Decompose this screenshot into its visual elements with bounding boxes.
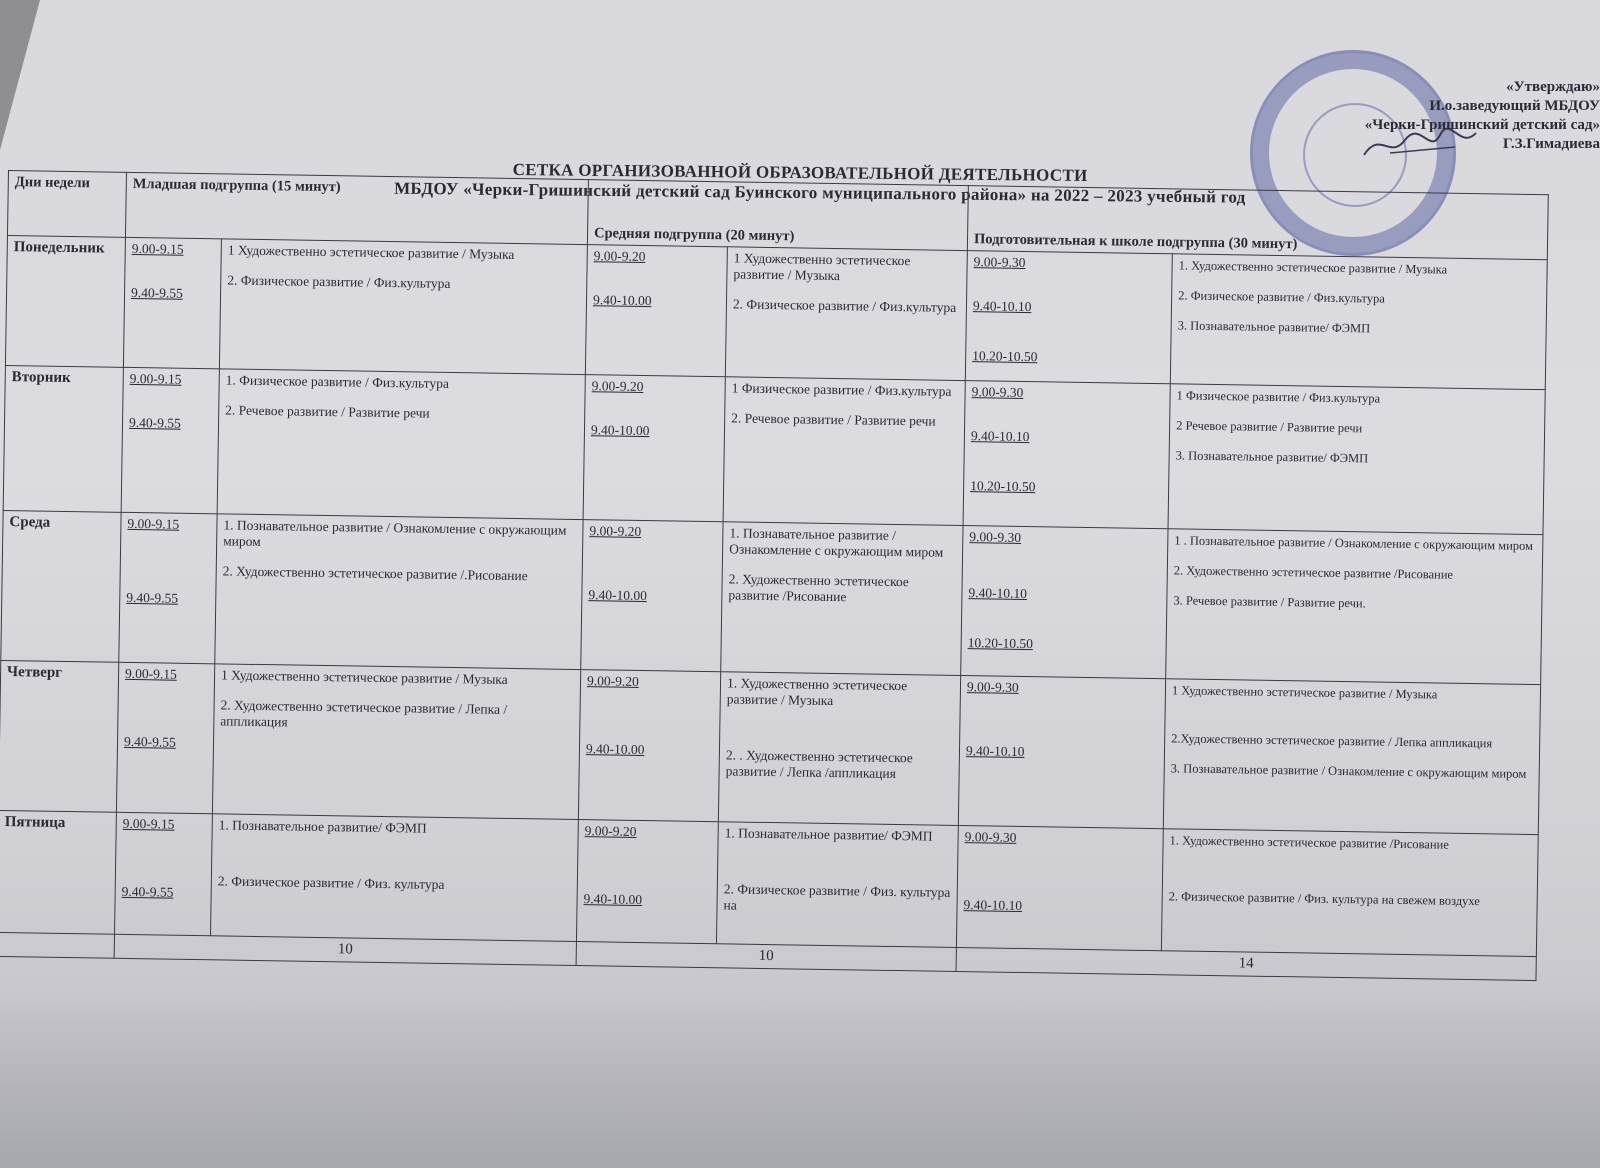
approval-line-2: И.о.заведующий МБДОУ	[1429, 98, 1600, 114]
day-label: Понедельник	[5, 235, 125, 367]
total-junior: 10	[114, 934, 576, 965]
middle-times: 9.00-9.20 9.40-10.00	[583, 375, 725, 522]
senior-activities: 1 . Познавательное развитие / Ознакомление с окружающим миром 2. Художественно эстетическое развитие /Рисование 3. Речевое развитие / Развитие речи.	[1166, 529, 1543, 685]
day-label: Вторник	[3, 365, 123, 512]
header-junior: Младшая подгруппа (15 минут)	[125, 172, 588, 244]
middle-times: 9.00-9.20 9.40-10.00	[576, 820, 718, 944]
day-label: Среда	[1, 510, 121, 662]
title-line-2: МБДОУ «Черки-Гришинский детский сад Буинского муниципального района» на 2022 – 2023 учебный год	[394, 178, 1246, 207]
approval-line-1: «Утверждаю»	[1506, 79, 1600, 95]
senior-activities: 1. Художественно эстетическое развитие / Музыка 2. Физическое развитие / Физ.культура 3. Познавательное развитие/ ФЭМП	[1170, 254, 1547, 390]
junior-activities: 1 Художественно эстетическое развитие / Музыка 2. Художественно эстетическое развитие / Лепка /аппликация	[212, 664, 580, 820]
header-middle: Средняя подгруппа (20 минут)	[587, 180, 968, 251]
approval-line-3: «Черки-Гришинский детский сад»	[1364, 117, 1600, 133]
senior-times: 9.00-9.30 9.40-10.10	[956, 826, 1163, 951]
junior-times: 9.00-9.15 9.40-9.55	[123, 237, 221, 368]
lower-shadow	[0, 990, 1600, 1168]
senior-activities: 1 Художественно эстетическое развитие / Музыка 2.Художественно эстетическое развитие / Лепка аппликация 3. Познавательное развитие / Ознакомление с окружающим миром	[1163, 679, 1540, 835]
title-line-1: СЕТКА ОРГАНИЗОВАННОЙ ОБРАЗОВАТЕЛЬНОЙ ДЕЯТЕЛЬНОСТИ	[512, 159, 1088, 186]
day-label: Пятница	[0, 810, 116, 934]
middle-times: 9.00-9.20 9.40-10.00	[578, 670, 720, 822]
junior-activities: 1. Познавательное развитие / Ознакомление с окружающим миром 2. Художественно эстетическое развитие /.Рисование	[215, 514, 583, 670]
middle-activities: 1. Художественно эстетическое развитие / Музыка 2. . Художественно эстетическое развитие / Лепка /аппликация	[718, 672, 960, 826]
junior-times: 9.00-9.15 9.40-9.55	[115, 812, 213, 935]
approval-line-4: Г.З.Гимадиева	[1503, 136, 1600, 152]
middle-times: 9.00-9.20 9.40-10.00	[581, 520, 723, 672]
totals-empty	[0, 932, 115, 958]
row-thursday	[0, 660, 1541, 834]
junior-activities: 1 Художественно эстетическое развитие / Музыка 2. Физическое развитие / Физ.культура	[219, 239, 587, 375]
row-wednesday	[1, 510, 1543, 684]
header-days: Дни недели	[7, 171, 126, 238]
senior-activities: 1 Физическое развитие / Физ.культура 2 Речевое развитие / Развитие речи 3. Познавательное развитие/ ФЭМП	[1168, 384, 1545, 535]
middle-times: 9.00-9.20 9.40-10.00	[585, 245, 727, 377]
junior-times: 9.00-9.15 9.40-9.55	[116, 662, 214, 813]
middle-activities: 1. Познавательное развитие/ ФЭМП 2. Физическое развитие / Физ. культура на	[716, 822, 958, 948]
senior-times: 9.00-9.30 9.40-10.10	[958, 676, 1165, 829]
row-tuesday	[3, 365, 1545, 534]
senior-activities: 1. Художественно эстетическое развитие /Рисование 2. Физическое развитие / Физ. культура на свежем воздухе	[1161, 829, 1538, 957]
middle-activities: 1 Физическое развитие / Физ.культура 2. Речевое развитие / Развитие речи	[723, 377, 965, 526]
junior-times: 9.00-9.15 9.40-9.55	[119, 512, 217, 663]
junior-activities: 1. Физическое развитие / Физ.культура 2. Речевое развитие / Развитие речи	[217, 369, 585, 520]
row-friday	[0, 810, 1538, 956]
total-middle: 10	[576, 942, 956, 972]
senior-times: 9.00-9.30 9.40-10.10 10.20-10.50	[961, 526, 1168, 679]
day-label: Четверг	[0, 660, 119, 812]
senior-times: 9.00-9.30 9.40-10.10 10.20-10.50	[963, 381, 1170, 529]
row-monday	[5, 235, 1547, 389]
approval-block	[1260, 78, 1600, 154]
junior-activities: 1. Познавательное развитие/ ФЭМП 2. Физическое развитие / Физ. культура	[210, 814, 578, 942]
middle-activities: 1. Познавательное развитие / Ознакомление с окружающим миром 2. Художественно эстетическое развитие /Рисование	[721, 522, 963, 676]
junior-times: 9.00-9.15 9.40-9.55	[121, 367, 219, 513]
schedule-table	[0, 170, 1549, 981]
senior-times: 9.00-9.30 9.40-10.10 10.20-10.50	[965, 251, 1172, 384]
middle-activities: 1 Художественно эстетическое развитие / Музыка 2. Физическое развитие / Физ.культура	[725, 247, 967, 381]
header-senior: Подготовительная к школе подгруппа (30 минут)	[967, 186, 1548, 260]
total-senior: 14	[956, 947, 1536, 980]
